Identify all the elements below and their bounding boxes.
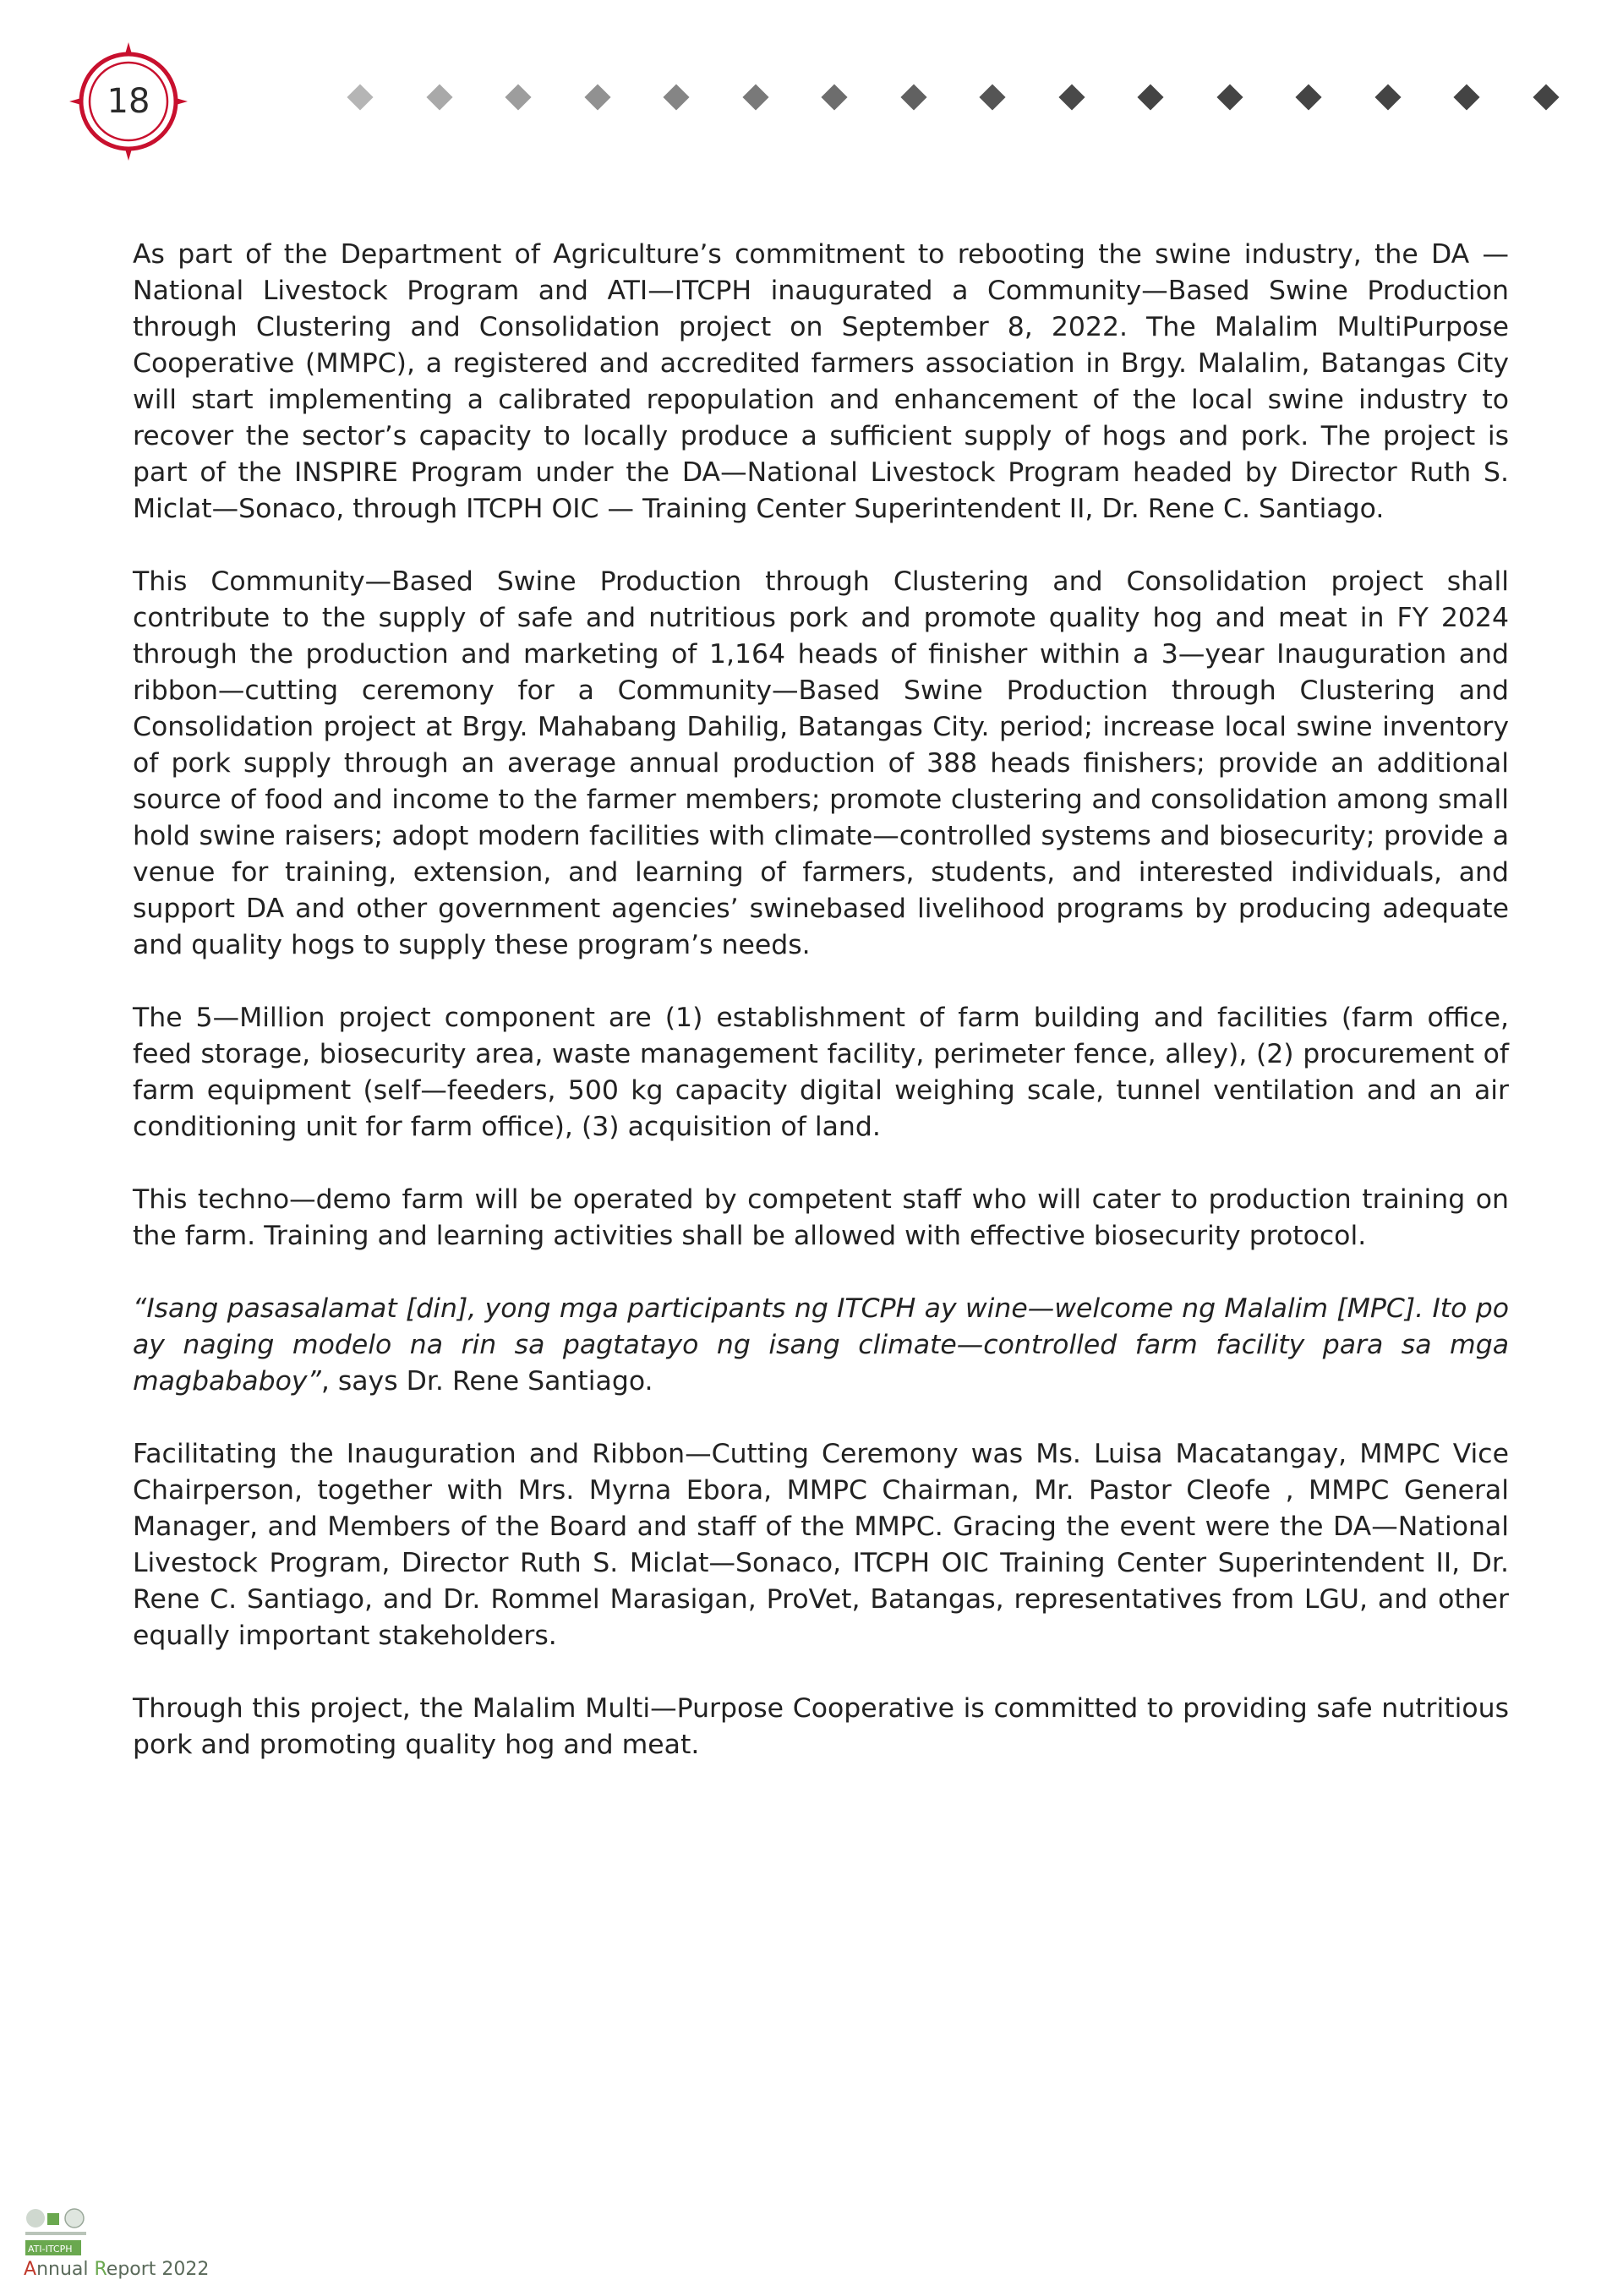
quote-paragraph: [133, 1291, 1509, 1400]
diamond-icon: [821, 84, 847, 110]
diamond-icon: [1137, 84, 1163, 110]
diamond-icon: [1058, 84, 1085, 110]
ati-itcph-logo-icon: [24, 2206, 91, 2259]
diamond-icon: [426, 84, 452, 110]
page-number-badge: [64, 37, 193, 166]
decorative-diamond-row: [351, 88, 1568, 110]
paragraph: This Community—Based Swine Production through Clustering and Consolidation project shall contribute to the supply of safe and nutritious pork and promote quality hog and meat in FY 2024 through the production and marketing of 1,164 heads of finisher within a 3—year Inauguration and ribbon—cutting ceremony for a Community—Based Swine Production through Clustering and Consolidation project at Brgy. Mahabang Dahilig, Batangas City. period; increase local swine inventory of pork supply through an average annual production of 388 heads finishers; provide an additional source of food and income to the farmer members; promote clustering and consolidation among small hold swine raisers; adopt modern facilities with climate—controlled systems and biosecurity; provide a venue for training, extension, and learning of farmers, students, and interested individuals, and support DA and other government agencies’ swinebased livelihood programs by producing adequate and quality hogs to supply these program’s needs.: [133, 566, 1509, 960]
diamond-icon: [584, 84, 610, 110]
diamond-icon: [1374, 84, 1401, 110]
diamond-icon: [347, 84, 373, 110]
diamond-icon: [505, 84, 531, 110]
paragraph: Facilitating the Inauguration and Ribbon—Cutting Ceremony was Ms. Luisa Macatangay, MMPC Vice Chairperson, together with Mrs. Myrna Ebora, MMPC Chairman, Mr. Pastor Cleofe , MMPC General Manager, and Members of the Board and staff of the MMPC. Gracing the event were the DA—National Livestock Program, Director Ruth S. Miclat—Sonaco, ITCPH OIC Training Center Superintendent II, Dr. Rene C. Santiago, and Dr. Rommel Marasigan, ProVet, Batangas, representatives from LGU, and other equally important stakeholders.: [133, 1439, 1509, 1651]
paragraph: As part of the Department of Agriculture’s commitment to rebooting the swine industry, the DA — National Livestock Program and ATI—ITCPH inaugurated a Community—Based Swine Production through Clustering and Consolidation project on September 8, 2022. The Malalim MultiPurpose Cooperative (MMPC), a registered and accredited farmers association in Brgy. Malalim, Batangas City will start implementing a calibrated repopulation and enhancement of the local swine industry to recover the sector’s capacity to locally produce a sufficient supply of hogs and pork. The project is part of the INSPIRE Program under the DA—National Livestock Program headed by Director Ruth S. Miclat—Sonaco, through ITCPH OIC — Training Center Superintendent II, Dr. Rene C. Santiago.: [133, 239, 1509, 524]
page-number: 18: [107, 82, 150, 121]
diamond-icon: [1216, 84, 1243, 110]
diamond-icon: [1295, 84, 1321, 110]
quote-text: “Isang pasasalamat [din], yong mga participants ng ITCPH ay wine—welcome ng Malalim [MPC]. Ito po ay naging modelo na rin sa pagtatayo ng isang climate—controlled farm facility para sa mga magbababoy”: [133, 1293, 1509, 1397]
article-body: [133, 237, 1509, 1800]
footer-label: Annual Report 2022: [24, 2259, 210, 2280]
logo-text: ATI-ITCPH: [28, 2244, 73, 2255]
quote-attribution: , says Dr. Rene Santiago.: [320, 1366, 653, 1397]
diamond-icon: [900, 84, 926, 110]
footer: [24, 2206, 243, 2282]
paragraph: The 5—Million project component are (1) establishment of farm building and facilities (farm office, feed storage, biosecurity area, waste management facility, perimeter fence, alley), (2) procurement of farm equipment (self—feeders, 500 kg capacity digital weighing scale, tunnel ventilation and an air conditioning unit for farm office), (3) acquisition of land.: [133, 1003, 1509, 1142]
diamond-icon: [742, 84, 768, 110]
paragraph: Through this project, the Malalim Multi—Purpose Cooperative is committed to providing safe nutritious pork and promoting quality hog and meat.: [133, 1693, 1509, 1760]
paragraph: This techno—demo farm will be operated by competent staff who will cater to production training on the farm. Training and learning activities shall be allowed with effective biosecurity protocol.: [133, 1184, 1509, 1251]
diamond-icon: [979, 84, 1005, 110]
diamond-icon: [1453, 84, 1479, 110]
diamond-icon: [663, 84, 689, 110]
diamond-icon: [1533, 84, 1559, 110]
